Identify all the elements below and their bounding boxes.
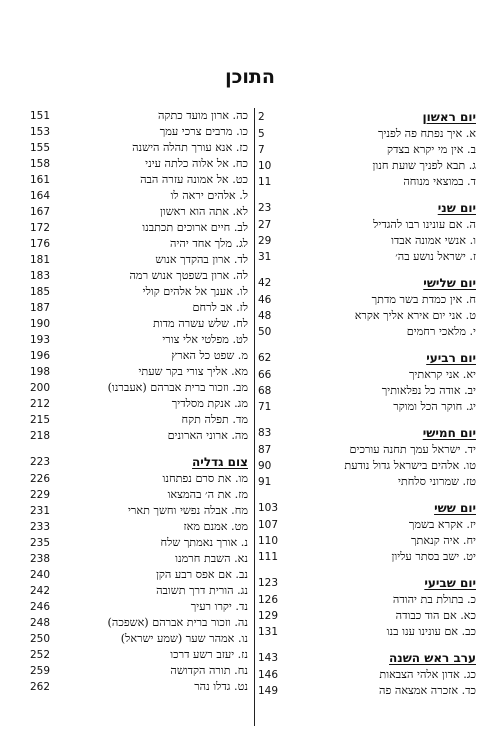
toc-section-heading[interactable] — [30, 453, 248, 471]
page-number: 226 — [30, 473, 51, 485]
entry-title: יח. איה קנאתך — [411, 534, 476, 547]
entry-title: ז. ישראל נושע בה׳ — [395, 250, 476, 263]
page-number: 235 — [30, 537, 51, 549]
page-number: 200 — [30, 382, 51, 394]
toc-entry[interactable] — [30, 348, 248, 364]
entry-title: לא. אתה הוא ראשון — [160, 205, 248, 218]
page-number: 71 — [258, 401, 272, 413]
entry-title: ח. אין כמדת בשר מדתך — [371, 293, 476, 306]
toc-entry[interactable] — [30, 316, 248, 332]
page-number: 231 — [30, 505, 51, 517]
page-number: 164 — [30, 190, 51, 202]
toc-entry[interactable] — [258, 292, 476, 308]
toc-entry[interactable] — [30, 519, 248, 535]
page-number: 248 — [30, 617, 51, 629]
page-number: 31 — [258, 251, 272, 263]
page-number: 129 — [258, 610, 279, 622]
entry-title: נז. יעזב רשע דרכו — [170, 648, 248, 661]
page-number: 196 — [30, 350, 51, 362]
entry-title: נד. יקרו רעיך — [190, 600, 248, 613]
entry-title: נה. וזכור ברית אברהם (אשפכה) — [107, 616, 248, 629]
toc-entry[interactable] — [30, 679, 248, 695]
section-title: יום רביעי — [426, 351, 476, 365]
page-number: 187 — [30, 302, 51, 314]
entry-title: כג. אדון אלהי הצבאות — [379, 668, 476, 681]
entry-title: לח. שלש עשרה מדות — [152, 317, 248, 330]
page-number: 42 — [258, 277, 272, 289]
toc-entry[interactable] — [258, 474, 476, 490]
page-number: 193 — [30, 334, 51, 346]
toc-entry[interactable] — [258, 683, 476, 699]
toc-entry[interactable] — [258, 667, 476, 683]
entry-title: יב. אודה כל נפלאותיך — [381, 384, 476, 397]
entry-title: כו. מרבים צרכי עמך — [159, 125, 248, 138]
entry-title: כט. אל אמונה עזרה הבה — [140, 173, 248, 186]
page-number: 10 — [258, 160, 272, 172]
entry-title: לז. אב לרחם — [192, 301, 248, 314]
toc-entry[interactable] — [30, 220, 248, 236]
page-number: 29 — [258, 235, 272, 247]
toc-entry[interactable] — [30, 631, 248, 647]
page-number: 153 — [30, 126, 51, 138]
entry-title: נא. השבת חרמנו — [175, 552, 248, 565]
toc-entry[interactable] — [258, 308, 476, 324]
toc-entry[interactable] — [30, 172, 248, 188]
toc-entry[interactable] — [30, 332, 248, 348]
page-number: 155 — [30, 142, 51, 154]
page-number: 233 — [30, 521, 51, 533]
page-number: 229 — [30, 489, 51, 501]
page-number: 27 — [258, 219, 272, 231]
page-number: 111 — [258, 551, 279, 563]
toc-entry[interactable] — [258, 533, 476, 549]
toc-entry[interactable] — [258, 126, 476, 142]
entry-title: מ. שפט כל הארץ — [171, 349, 248, 362]
entry-title: נט. גדלו נהר — [194, 680, 248, 693]
entry-title: ד. במוצאי מנוחה — [403, 175, 476, 188]
page-number: 172 — [30, 222, 51, 234]
entry-title: טז. שמרוני סלחתי — [397, 475, 476, 488]
toc-entry[interactable] — [258, 233, 476, 249]
toc-entry[interactable] — [30, 300, 248, 316]
entry-title: לט. מפלטי אלי צורי — [162, 333, 248, 346]
section-title: יום שני — [437, 201, 476, 215]
column-divider — [254, 108, 255, 726]
page-number: 91 — [258, 476, 272, 488]
page-number: 183 — [30, 270, 51, 282]
page-number: 212 — [30, 398, 51, 410]
entry-title: טו. אלהים בישראל גדול נודעת — [344, 459, 476, 472]
toc-section-heading[interactable] — [258, 499, 476, 517]
page-number: 149 — [258, 685, 279, 697]
entry-title: מו. את סרם נפתחנו — [162, 472, 248, 485]
page-number: 5 — [258, 128, 265, 140]
page-number: 23 — [258, 202, 272, 214]
page-number: 218 — [30, 430, 51, 442]
entry-title: כב. אם עונינו ענו בנו — [386, 625, 476, 638]
page-number: 131 — [258, 626, 279, 638]
toc-entry[interactable] — [258, 383, 476, 399]
page-number: 46 — [258, 294, 272, 306]
page-number: 167 — [30, 206, 51, 218]
page-number: 7 — [258, 144, 265, 156]
page-number: 68 — [258, 385, 272, 397]
entry-title: מד. תפלה תקח — [181, 413, 248, 426]
page-number: 107 — [258, 519, 279, 531]
page-number: 198 — [30, 366, 51, 378]
entry-title: יד. ישראל עמך תחנה עורכים — [349, 443, 476, 456]
entry-title: י. מלאכי רחמים — [406, 325, 476, 338]
toc-entry[interactable] — [30, 140, 248, 156]
section-title: יום חמישי — [422, 426, 476, 440]
section-title: יום ששי — [434, 501, 476, 515]
toc-entry[interactable] — [30, 236, 248, 252]
entry-title: לב. חיים ארוכים תכתבנו — [142, 221, 248, 234]
entry-title: א. איך נפתח פה לפניך — [377, 127, 476, 140]
entry-title: נח. תורה הקדושה — [170, 664, 248, 677]
page-number: 50 — [258, 326, 272, 338]
entry-title: ל. אלהים יראה לו — [170, 189, 248, 202]
toc-entry[interactable] — [30, 663, 248, 679]
toc-entry[interactable] — [30, 204, 248, 220]
page-number: 158 — [30, 158, 51, 170]
page-number: 215 — [30, 414, 51, 426]
toc-section-heading[interactable] — [258, 199, 476, 217]
page-number: 252 — [30, 649, 51, 661]
toc-section-heading[interactable] — [258, 574, 476, 592]
page-number: 176 — [30, 238, 51, 250]
page-number: 181 — [30, 254, 51, 266]
toc-entry[interactable] — [258, 367, 476, 383]
page-number: 240 — [30, 569, 51, 581]
entry-title: לו. אענך אל אלהים קולי — [142, 285, 248, 298]
section-title: יום שלישי — [423, 276, 476, 290]
toc-entry[interactable] — [30, 551, 248, 567]
toc-entry[interactable] — [30, 428, 248, 444]
page-number: 48 — [258, 310, 272, 322]
page-number: 143 — [258, 652, 279, 664]
page-title: התוכן — [225, 66, 275, 88]
page-number: 126 — [258, 594, 279, 606]
entry-title: מט. אמנם מאז — [183, 520, 248, 533]
toc-entry[interactable] — [30, 108, 248, 124]
entry-title: יא. אני קראתיך — [408, 368, 476, 381]
entry-title: מג. אנקת מסלדיך — [171, 397, 248, 410]
entry-title: נג. הורית דרך תשובה — [156, 584, 248, 597]
page-number: 246 — [30, 601, 51, 613]
entry-title: נו. אמהר שער (שמע ישראל) — [120, 632, 248, 645]
toc-entry[interactable] — [258, 142, 476, 158]
page-number: 62 — [258, 352, 272, 364]
toc-column-left — [30, 108, 248, 695]
toc-entry[interactable] — [258, 324, 476, 340]
toc-entry[interactable] — [258, 517, 476, 533]
section-title: צום גדליה — [192, 455, 248, 469]
entry-title: יט. ישב בסתר עליון — [391, 550, 476, 563]
entry-title: ט. אני יום אירא אליך אקרא — [354, 309, 476, 322]
toc-column-right — [258, 108, 476, 699]
entry-title: כה. ארון מועד כתקה — [158, 109, 248, 122]
entry-title: ב. אין מי יקרא בצדק — [387, 143, 476, 156]
page-number: 161 — [30, 174, 51, 186]
toc-entry[interactable] — [258, 458, 476, 474]
entry-title: כז. אנא עורך תהלה הישנה — [132, 141, 248, 154]
entry-title: ה. אם עונינו רבו להגדיל — [373, 218, 476, 231]
toc-section-heading[interactable] — [258, 274, 476, 292]
page-number: 190 — [30, 318, 51, 330]
toc-entry[interactable] — [30, 503, 248, 519]
page-number: 238 — [30, 553, 51, 565]
toc-entry[interactable] — [30, 268, 248, 284]
page-number: 259 — [30, 665, 51, 677]
page-number: 103 — [258, 502, 279, 514]
entry-title: נ. אורך נאמתך שלח — [160, 536, 248, 549]
toc-entry[interactable] — [258, 608, 476, 624]
toc-entry[interactable] — [258, 399, 476, 415]
toc-entry[interactable] — [30, 284, 248, 300]
toc-entry[interactable] — [258, 624, 476, 640]
toc-entry[interactable] — [30, 124, 248, 140]
entry-title: מב. וזכור ברית אברהם (אעברנו) — [107, 381, 248, 394]
entry-title: מז. את ה׳ בהמצאו — [167, 488, 248, 501]
toc-entry[interactable] — [30, 412, 248, 428]
toc-entry[interactable] — [30, 396, 248, 412]
toc-section-heading[interactable] — [258, 424, 476, 442]
entry-title: כא. אם הוד כבודה — [395, 609, 476, 622]
page-number: 250 — [30, 633, 51, 645]
page-number: 83 — [258, 427, 272, 439]
section-title: יום שביעי — [424, 576, 476, 590]
toc-entry[interactable] — [30, 364, 248, 380]
toc-entry[interactable] — [258, 442, 476, 458]
toc-entry[interactable] — [30, 535, 248, 551]
toc-entry[interactable] — [258, 174, 476, 190]
toc-section-heading[interactable] — [258, 649, 476, 667]
toc-entry[interactable] — [30, 567, 248, 583]
entry-title: כד. אזכרה אמצאה פה — [379, 684, 476, 697]
page-number: 223 — [30, 456, 51, 468]
toc-entry[interactable] — [30, 252, 248, 268]
entry-title: לד. ארון בהקדך אנוש — [155, 253, 248, 266]
entry-title: מה. ארוני הארונים — [167, 429, 248, 442]
page-number: 110 — [258, 535, 279, 547]
page-number: 87 — [258, 444, 272, 456]
page-number: 185 — [30, 286, 51, 298]
page-number: 123 — [258, 577, 279, 589]
page-number: 151 — [30, 110, 51, 122]
page-number: 146 — [258, 669, 279, 681]
entry-title: כ. בתולת בת יהודה — [392, 593, 476, 606]
toc-section-heading[interactable] — [258, 108, 476, 126]
entry-title: יג. חוקר הכל ומוקר — [393, 400, 476, 413]
entry-title: ג. תבא לפניך שועת חנון — [372, 159, 476, 172]
entry-title: כח. אל אלוה כלתה עיני — [145, 157, 248, 170]
toc-entry[interactable] — [30, 380, 248, 396]
toc-entry[interactable] — [30, 156, 248, 172]
toc-entry[interactable] — [30, 583, 248, 599]
toc-entry[interactable] — [30, 599, 248, 615]
entry-title: יז. אקרא בשמך — [408, 518, 476, 531]
page-number: 242 — [30, 585, 51, 597]
entry-title: לה. ארון בשפטך אנוש רמה — [129, 269, 248, 282]
toc-entry[interactable] — [258, 592, 476, 608]
toc-entry[interactable] — [258, 249, 476, 265]
entry-title: מא. אליך צורי בקר שעתי — [138, 365, 248, 378]
entry-title: נב. אם אפס רבע הקן — [156, 568, 248, 581]
toc-entry[interactable] — [30, 471, 248, 487]
entry-title: לג. מלך אחד יהיה — [170, 237, 248, 250]
toc-entry[interactable] — [30, 487, 248, 503]
page-number: 66 — [258, 369, 272, 381]
toc-section-heading[interactable] — [258, 349, 476, 367]
page-number: 262 — [30, 681, 51, 693]
entry-title: מח. אבלה נפשי וחשך תארי — [127, 504, 248, 517]
page-number: 90 — [258, 460, 272, 472]
section-title: ערב ראש השנה — [389, 651, 476, 665]
page-number: 11 — [258, 176, 272, 188]
toc-entry[interactable] — [30, 188, 248, 204]
toc-entry[interactable] — [30, 647, 248, 663]
toc-entry[interactable] — [258, 549, 476, 565]
entry-title: ו. אנשי אמונה אבדו — [391, 234, 476, 247]
section-title: יום ראשון — [422, 110, 476, 124]
page-number: 2 — [258, 111, 265, 123]
toc-entry[interactable] — [258, 158, 476, 174]
toc-entry[interactable] — [30, 615, 248, 631]
toc-entry[interactable] — [258, 217, 476, 233]
